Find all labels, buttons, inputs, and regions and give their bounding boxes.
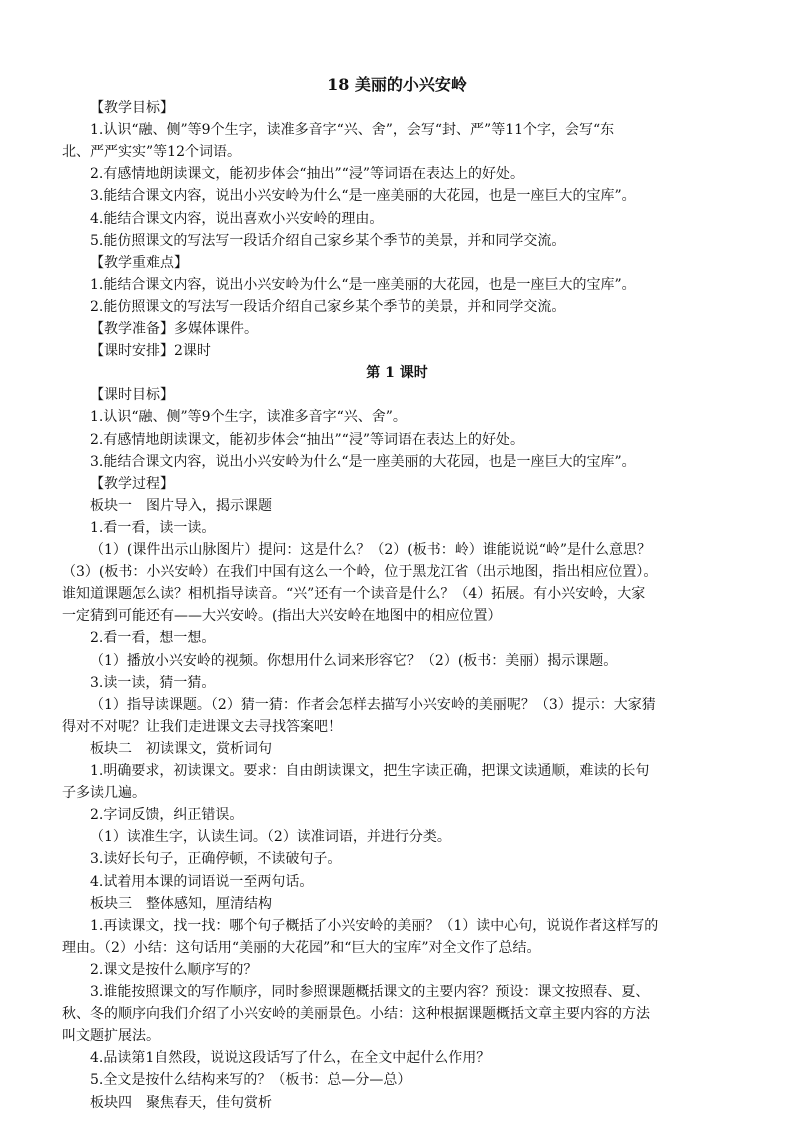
text-line: 2.有感情地朗读课文，能初步体会“抽出”“浸”等词语在表达上的好处。: [90, 432, 524, 448]
page-title: 18 美丽的小兴安岭: [327, 75, 467, 94]
text-line: 2.能仿照课文的写法写一段话介绍自己家乡某个季节的美景，并和同学交流。: [90, 299, 566, 315]
text-line: 3.能结合课文内容，说出小兴安岭为什么“是一座美丽的大花园，也是一座巨大的宝库”。: [90, 454, 636, 470]
text-line: 1.明确要求，初读课文。要求：自由朗读课文，把生字读正确，把课文读通顺，难读的长句: [90, 763, 650, 779]
text-line: （1）播放小兴安岭的视频。你想用什么词来形容它？（2）(板书：美丽）揭示课题。: [90, 653, 618, 669]
text-line: （1）读准生字，认读生词。（2）读准词语，并进行分类。: [90, 829, 451, 845]
text-line: 1.再读课文，找一找：哪个句子概括了小兴安岭的美丽？（1）读中心句，说说作者这样写的: [90, 918, 659, 934]
text-line: 1.能结合课文内容，说出小兴安岭为什么“是一座美丽的大花园，也是一座巨大的宝库”。: [90, 277, 636, 293]
text-line: 谁知道课题怎么读？相机指导读音。“兴”还有一个读音是什么？（4）拓展。有小兴安岭，大家: [62, 586, 646, 602]
text-line: 4.能结合课文内容，说出喜欢小兴安岭的理由。: [90, 211, 384, 227]
text-line: （1）(课件出示山脉图片）提问：这是什么？（2）(板书：岭）谁能说说“岭”是什么意思？: [90, 542, 652, 558]
text-line: 1.认识“融、侧”等9个生字，读准多音字“兴、舍”，会写“封、严”等11个字，会写“东: [90, 122, 615, 138]
text-line: 【课时安排】2课时: [90, 343, 211, 359]
text-line: 2.有感情地朗读课文，能初步体会“抽出”“浸”等词语在表达上的好处。: [90, 166, 524, 182]
text-line: 【教学准备】多媒体课件。: [90, 321, 258, 337]
text-line: 3.谁能按照课文的写作顺序，同时参照课题概括课文的主要内容？预设：课文按照春、夏、: [90, 984, 650, 1000]
text-line: 【教学重难点】: [90, 255, 188, 271]
text-line: （3）(板书：小兴安岭）在我们中国有这么一个岭，位于黑龙江省（出示地图，指出相应位置）。: [62, 564, 658, 580]
text-line: 5.能仿照课文的写法写一段话介绍自己家乡某个季节的美景，并和同学交流。: [90, 233, 566, 249]
text-line: 4.品读第1自然段，说说这段话写了什么，在全文中起什么作用？: [90, 1050, 491, 1066]
text-line: 板块一 图片导入，揭示课题: [90, 498, 272, 514]
section-heading: 第 1 课时: [366, 365, 428, 381]
text-line: 1.看一看，读一读。: [90, 520, 216, 536]
text-line: 3.能结合课文内容，说出小兴安岭为什么“是一座美丽的大花园，也是一座巨大的宝库”。: [90, 188, 636, 204]
text-line: 【教学目标】: [90, 100, 174, 116]
text-line: 子多读几遍。: [62, 785, 146, 801]
text-line: 叫文题扩展法。: [62, 1028, 160, 1044]
text-line: 板块四 聚焦春天，佳句赏析: [90, 1095, 272, 1111]
text-line: 3.读一读，猜一猜。: [90, 675, 216, 691]
text-line: 秋、冬的顺序向我们介绍了小兴安岭的美丽景色。小结：这种根据课题概括文章主要内容的方法: [62, 1006, 650, 1022]
text-line: 板块二 初读课文，赏析词句: [90, 741, 272, 757]
text-line: 2.课文是按什么顺序写的？: [90, 962, 258, 978]
text-line: 5.全文是按什么结构来写的？（板书：总—分—总）: [90, 1072, 412, 1088]
text-line: 一定猜到可能还有——大兴安岭。(指出大兴安岭在地图中的相应位置）: [62, 608, 502, 624]
text-line: （1）指导读课题。（2）猜一猜：作者会怎样去描写小兴安岭的美丽呢？（3）提示：大家猜: [90, 697, 656, 713]
text-line: 2.看一看，想一想。: [90, 630, 216, 646]
text-line: 得对不对呢？让我们走进课文去寻找答案吧！: [62, 719, 342, 735]
text-line: 1.认识“融、侧”等9个生字，读准多音字“兴、舍”。: [90, 409, 407, 425]
text-line: 3.读好长句子，正确停顿，不读破句子。: [90, 851, 342, 867]
text-line: 2.字词反馈，纠正错误。: [90, 807, 244, 823]
text-line: 4.试着用本课的词语说一至两句话。: [90, 874, 314, 890]
text-line: 北、严严实实”等12个词语。: [62, 144, 241, 160]
text-line: 理由。（2）小结：这句话用“美丽的大花园”和“巨大的宝库”对全文作了总结。: [62, 940, 541, 956]
text-line: 【教学过程】: [90, 476, 174, 492]
text-line: 【课时目标】: [90, 387, 174, 403]
text-line: 板块三 整体感知，厘清结构: [90, 896, 272, 912]
